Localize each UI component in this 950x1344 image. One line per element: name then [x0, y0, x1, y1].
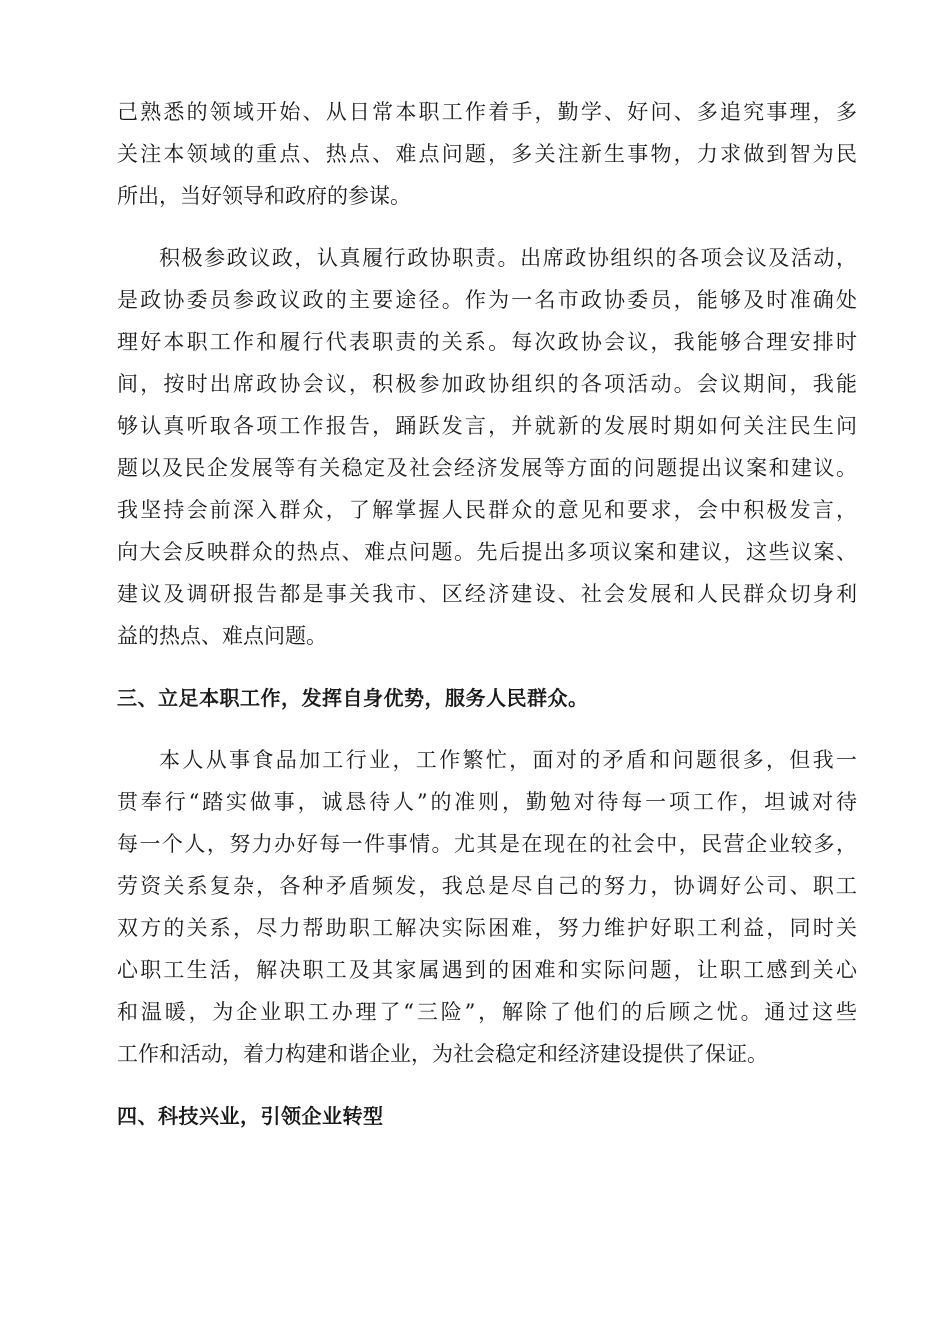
paragraph-3-line-8: 工作和活动，着力构建和谐企业，为社会稳定和经济建设提供了保证。	[117, 1042, 768, 1066]
section-heading-4: 四、科技兴业，引领企业转型	[117, 1104, 384, 1128]
paragraph-2-line-5: 够认真听取各项工作报告，踊跃发言，并就新的发展时期如何关注民生问	[117, 414, 857, 438]
paragraph-2-line-6: 题以及民企发展等有关稳定及社会经济发展等方面的问题提出议案和建议。	[117, 456, 857, 480]
paragraph-3-line-1: 本人从事食品加工行业，工作繁忙，面对的矛盾和问题很多，但我一	[159, 748, 857, 772]
paragraph-2-line-4: 间，按时出席政协会议，积极参加政协组织的各项活动。会议期间，我能	[117, 372, 857, 396]
paragraph-1-line-3: 所出，当好领导和政府的参谋。	[117, 184, 411, 208]
paragraph-3-line-3: 每一个人，努力办好每一件事情。尤其是在现在的社会中，民营企业较多，	[117, 832, 857, 856]
paragraph-3-line-4: 劳资关系复杂，各种矛盾频发，我总是尽自己的努力，协调好公司、职工	[117, 874, 857, 898]
paragraph-2-line-1: 积极参政议政，认真履行政协职责。出席政协组织的各项会议及活动，	[159, 246, 857, 270]
paragraph-2-line-7: 我坚持会前深入群众，了解掌握人民群众的意见和要求，会中积极发言，	[117, 498, 857, 522]
paragraph-2-line-3: 理好本职工作和履行代表职责的关系。每次政协会议，我能够合理安排时	[117, 330, 857, 354]
paragraph-2-line-8: 向大会反映群众的热点、难点问题。先后提出多项议案和建议，这些议案、	[117, 540, 857, 564]
paragraph-3-line-2: 贯奉行“踏实做事，诚恳待人”的准则，勤勉对待每一项工作，坦诚对待	[117, 790, 857, 814]
section-heading-3: 三、立足本职工作，发挥自身优势，服务人民群众。	[117, 686, 589, 710]
paragraph-1-line-2: 关注本领域的重点、热点、难点问题，多关注新生事物，力求做到智为民	[117, 142, 857, 166]
paragraph-3-line-5: 双方的关系，尽力帮助职工解决实际困难，努力维护好职工利益，同时关	[117, 916, 857, 940]
paragraph-1-line-1: 己熟悉的领域开始、从日常本职工作着手，勤学、好问、多追究事理，多	[117, 100, 857, 124]
paragraph-2-line-2: 是政协委员参政议政的主要途径。作为一名市政协委员，能够及时准确处	[117, 288, 857, 312]
paragraph-3-line-6: 心职工生活，解决职工及其家属遇到的困难和实际问题，让职工感到关心	[117, 958, 857, 982]
paragraph-2-line-9: 建议及调研报告都是事关我市、区经济建设、社会发展和人民群众切身利	[117, 582, 857, 606]
paragraph-2-line-10: 益的热点、难点问题。	[117, 624, 327, 648]
paragraph-3-line-7: 和温暖，为企业职工办理了“三险”，解除了他们的后顾之忧。通过这些	[117, 1000, 857, 1024]
